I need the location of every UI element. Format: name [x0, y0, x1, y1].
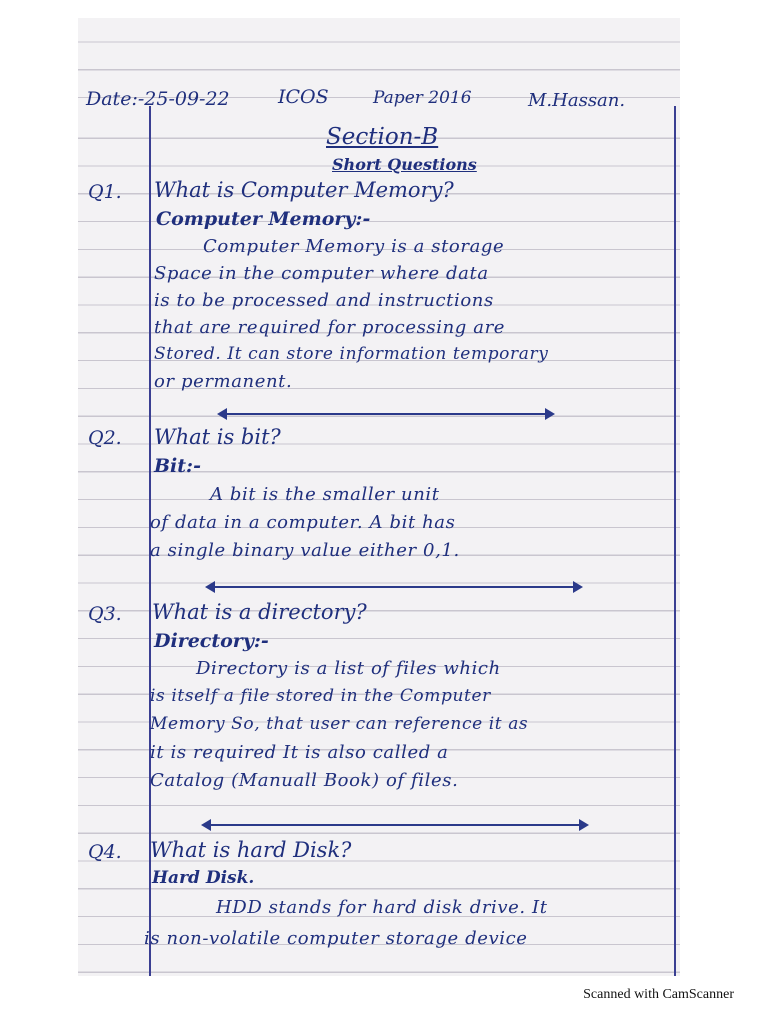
answer-line: it is required It is also called a	[150, 742, 449, 763]
question-number: Q2.	[88, 427, 122, 449]
answer-line: Computer Memory is a storage	[203, 236, 505, 257]
question-number: Q4.	[88, 841, 122, 863]
answer-line: is non-volatile computer storage device	[144, 928, 528, 949]
author-label: M.Hassan.	[528, 90, 626, 111]
notebook-page	[78, 18, 680, 976]
answer-heading: Bit:-	[154, 455, 201, 477]
separator-arrow	[214, 586, 574, 588]
subject-label: ICOS	[278, 86, 329, 108]
answer-line: HDD stands for hard disk drive. It	[216, 897, 548, 918]
paper-label: Paper 2016	[373, 88, 472, 108]
answer-heading: Computer Memory:-	[156, 208, 371, 230]
answer-line: is itself a file stored in the Computer	[150, 686, 491, 706]
answer-line: that are required for processing are	[154, 317, 506, 338]
separator-arrow	[226, 413, 546, 415]
answer-line: Catalog (Manuall Book) of files.	[150, 770, 459, 791]
margin-line-right	[674, 106, 676, 976]
answer-line: Space in the computer where data	[154, 263, 489, 284]
separator-arrow	[210, 824, 580, 826]
question-text: What is a directory?	[152, 600, 367, 624]
section-title: Section-B	[326, 124, 439, 150]
question-text: What is hard Disk?	[150, 838, 352, 862]
question-text: What is Computer Memory?	[154, 178, 454, 202]
section-subtitle: Short Questions	[332, 155, 477, 174]
scanner-watermark: Scanned with CamScanner	[583, 987, 734, 1002]
answer-line: or permanent.	[154, 371, 293, 392]
answer-line: of data in a computer. A bit has	[150, 512, 456, 533]
answer-heading: Hard Disk.	[152, 868, 255, 888]
question-number: Q3.	[88, 603, 122, 625]
question-number: Q1.	[88, 181, 122, 203]
question-text: What is bit?	[154, 425, 281, 449]
date-label: Date:-25-09-22	[86, 88, 230, 110]
answer-line: A bit is the smaller unit	[210, 484, 440, 505]
answer-line: Stored. It can store information temporary	[154, 344, 549, 364]
answer-line: Directory is a list of files which	[196, 658, 501, 679]
answer-line: a single binary value either 0,1.	[150, 540, 460, 561]
answer-heading: Directory:-	[154, 630, 269, 652]
answer-line: Memory So, that user can reference it as	[150, 714, 529, 734]
answer-line: is to be processed and instructions	[154, 290, 494, 311]
